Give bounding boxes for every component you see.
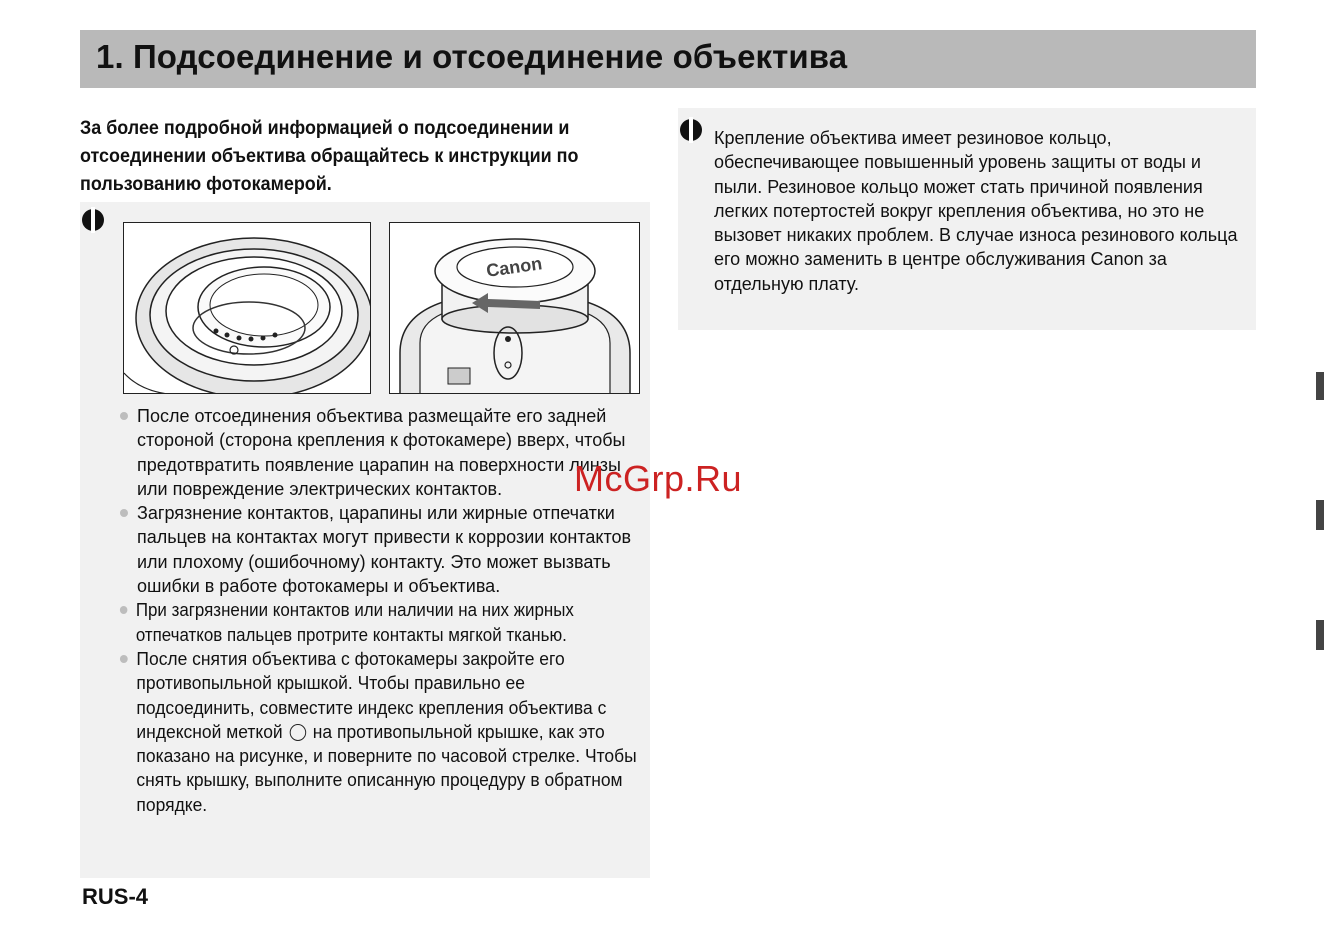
edge-mark: [1316, 500, 1324, 530]
edge-mark: [1316, 372, 1324, 400]
list-item: При загрязнении контактов или наличии на них жирных отпечатков пальцев протрите контакты мягкой тканью.: [118, 598, 643, 647]
figure-dust-cap: [389, 222, 640, 394]
lens-mount-illustration: [124, 223, 371, 394]
page-title: 1. Подсоединение и отсоединение объектива: [96, 38, 848, 75]
dust-cap-illustration: [390, 223, 640, 394]
caution-icon: [678, 116, 704, 144]
list-item: После отсоединения объектива размещайте его задней стороной (сторона крепления к фотокамере) вверх, чтобы предотвратить появление царапин на поверхности линзы или повреждение электрических контактов.: [118, 404, 648, 501]
edge-mark: [1316, 620, 1324, 650]
figure-lens-mount: [123, 222, 371, 394]
rubber-ring-note: Крепление объектива имеет резиновое кольцо, обеспечивающее повышенный уровень защиты от воды и пыли. Резиновое кольцо может стать причиной появления легких потертостей вокруг крепления объектива, но это не вызовет никаких проблем. В случае износа резинового кольца его можно заменить в центре обслуживания Canon за отдельную плату.: [714, 128, 1238, 294]
watermark: McGrp.Ru: [574, 458, 743, 499]
intro-text: За более подробной информацией о подсоединении и отсоединении объектива обращайтесь к инструкции по пользованию фотокамерой.: [80, 117, 579, 195]
caution-list: [118, 404, 648, 817]
cap-brand-label: Canon: [485, 253, 544, 281]
list-item: Загрязнение контактов, царапины или жирные отпечатки пальцев на контактах могут привести к коррозии контактов или плохому (ошибочному) контакту. Это может вызвать ошибки в работе фотокамеры и объектива.: [118, 501, 648, 598]
list-item: После снятия объектива с фотокамеры закройте его противопыльной крышкой. Чтобы правильно ее подсоединить, совместите индекс крепления объектива с индексной меткой на противопыльной крышке, как это показано на рисунке, и поверните по часовой стрелке. Чтобы снять крышку, выполните описанную процедуру в обратном порядке.: [118, 647, 641, 817]
caution-icon: [80, 206, 106, 234]
index-mark-icon: [289, 724, 305, 741]
page-number: RUS-4: [82, 884, 149, 909]
